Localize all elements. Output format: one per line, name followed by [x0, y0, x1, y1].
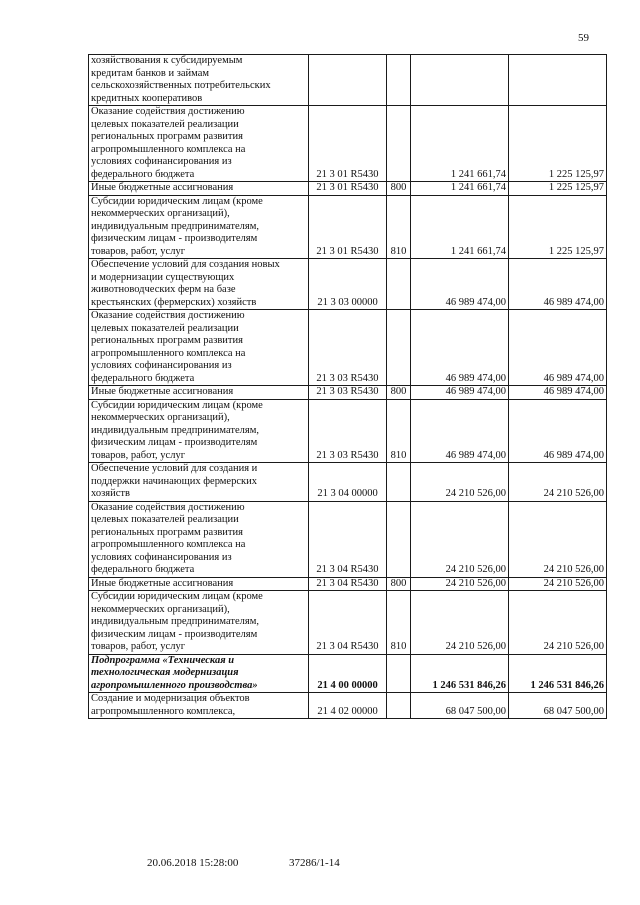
row-description: Создание и модернизация объектов агропромышленного комплекса, [89, 693, 309, 719]
row-amount-first: 68 047 500,00 [411, 693, 509, 719]
row-description: Оказание содействия достижению целевых показателей реализации региональных программ развития агропромышленного комплекса на условиях софинансирования из федерального бюджета [89, 310, 309, 386]
row-amount-second: 1 225 125,97 [509, 195, 607, 259]
row-expense-type-code: 810 [387, 399, 411, 463]
row-amount-second: 24 210 526,00 [509, 577, 607, 591]
row-target-article-code: 21 3 04 R5430 [309, 591, 387, 655]
row-expense-type-code [387, 654, 411, 693]
row-expense-type-code: 800 [387, 182, 411, 196]
row-amount-second: 1 246 531 846,26 [509, 654, 607, 693]
row-expense-type-code [387, 55, 411, 106]
row-amount-first: 46 989 474,00 [411, 386, 509, 400]
table-row [89, 195, 607, 259]
row-amount-second: 24 210 526,00 [509, 501, 607, 577]
row-amount-second: 1 225 125,97 [509, 182, 607, 196]
table-row [89, 386, 607, 400]
row-amount-second: 1 225 125,97 [509, 106, 607, 182]
row-amount-second: 46 989 474,00 [509, 399, 607, 463]
row-expense-type-code [387, 463, 411, 502]
row-expense-type-code: 800 [387, 386, 411, 400]
table-row [89, 501, 607, 577]
row-description: Оказание содействия достижению целевых показателей реализации региональных программ развития агропромышленного комплекса на условиях софинансирования из федерального бюджета [89, 106, 309, 182]
row-description: Обеспечение условий для создания новых и модернизации существующих животноводческих ферм на базе крестьянских (фермерских) хозяйств [89, 259, 309, 310]
row-description: Подпрограмма «Техническая и технологическая модернизация агропромышленного производства» [89, 654, 309, 693]
row-expense-type-code [387, 106, 411, 182]
row-amount-first: 1 241 661,74 [411, 106, 509, 182]
row-target-article-code: 21 3 01 R5430 [309, 195, 387, 259]
row-expense-type-code [387, 693, 411, 719]
table-row [89, 106, 607, 182]
table-row [89, 654, 607, 693]
row-target-article-code: 21 3 03 R5430 [309, 386, 387, 400]
row-target-article-code: 21 4 00 00000 [309, 654, 387, 693]
row-expense-type-code [387, 501, 411, 577]
row-amount-second: 24 210 526,00 [509, 463, 607, 502]
row-amount-first [411, 55, 509, 106]
table-row [89, 463, 607, 502]
row-amount-second: 46 989 474,00 [509, 386, 607, 400]
row-description: Субсидии юридическим лицам (кроме некоммерческих организаций), индивидуальным предпринимателям, физическим лицам - производителям товаров, работ, услуг [89, 591, 309, 655]
row-amount-first: 1 241 661,74 [411, 182, 509, 196]
row-amount-first: 46 989 474,00 [411, 310, 509, 386]
row-description: Иные бюджетные ассигнования [89, 182, 309, 196]
row-description: Субсидии юридическим лицам (кроме некоммерческих организаций), индивидуальным предпринимателям, физическим лицам - производителям товаров, работ, услуг [89, 399, 309, 463]
row-expense-type-code [387, 310, 411, 386]
row-amount-first: 46 989 474,00 [411, 399, 509, 463]
budget-table-body [89, 55, 607, 719]
row-target-article-code: 21 3 01 R5430 [309, 182, 387, 196]
row-description: Обеспечение условий для создания и поддержки начинающих фермерских хозяйств [89, 463, 309, 502]
footer-datetime: 20.06.2018 15:28:00 [147, 857, 239, 869]
footer-doc-code: 37286/1-14 [289, 857, 340, 869]
budget-table [88, 54, 607, 719]
row-description: Иные бюджетные ассигнования [89, 386, 309, 400]
row-description: хозяйствования к субсидируемым кредитам банков и займам сельскохозяйственных потребительских кредитных кооперативов [89, 55, 309, 106]
row-expense-type-code [387, 259, 411, 310]
table-row [89, 577, 607, 591]
row-amount-first: 24 210 526,00 [411, 577, 509, 591]
row-amount-second: 46 989 474,00 [509, 259, 607, 310]
table-row [89, 259, 607, 310]
row-expense-type-code: 810 [387, 195, 411, 259]
row-amount-first: 24 210 526,00 [411, 591, 509, 655]
page-number: 59 [578, 32, 589, 44]
row-target-article-code: 21 3 04 R5430 [309, 501, 387, 577]
table-row [89, 182, 607, 196]
row-target-article-code: 21 3 01 R5430 [309, 106, 387, 182]
row-amount-second: 68 047 500,00 [509, 693, 607, 719]
row-description: Оказание содействия достижению целевых показателей реализации региональных программ развития агропромышленного комплекса на условиях софинансирования из федерального бюджета [89, 501, 309, 577]
row-amount-first: 24 210 526,00 [411, 501, 509, 577]
row-target-article-code [309, 55, 387, 106]
row-expense-type-code: 810 [387, 591, 411, 655]
row-target-article-code: 21 3 04 R5430 [309, 577, 387, 591]
table-row [89, 591, 607, 655]
row-target-article-code: 21 3 03 R5430 [309, 399, 387, 463]
row-target-article-code: 21 4 02 00000 [309, 693, 387, 719]
row-description: Субсидии юридическим лицам (кроме некоммерческих организаций), индивидуальным предпринимателям, физическим лицам - производителям товаров, работ, услуг [89, 195, 309, 259]
table-row [89, 310, 607, 386]
table-row [89, 55, 607, 106]
row-description: Иные бюджетные ассигнования [89, 577, 309, 591]
row-amount-first: 46 989 474,00 [411, 259, 509, 310]
row-amount-first: 1 246 531 846,26 [411, 654, 509, 693]
table-row [89, 399, 607, 463]
row-amount-first: 24 210 526,00 [411, 463, 509, 502]
row-amount-first: 1 241 661,74 [411, 195, 509, 259]
row-amount-second [509, 55, 607, 106]
row-target-article-code: 21 3 03 R5430 [309, 310, 387, 386]
row-target-article-code: 21 3 04 00000 [309, 463, 387, 502]
row-amount-second: 46 989 474,00 [509, 310, 607, 386]
row-amount-second: 24 210 526,00 [509, 591, 607, 655]
row-expense-type-code: 800 [387, 577, 411, 591]
table-row [89, 693, 607, 719]
row-target-article-code: 21 3 03 00000 [309, 259, 387, 310]
